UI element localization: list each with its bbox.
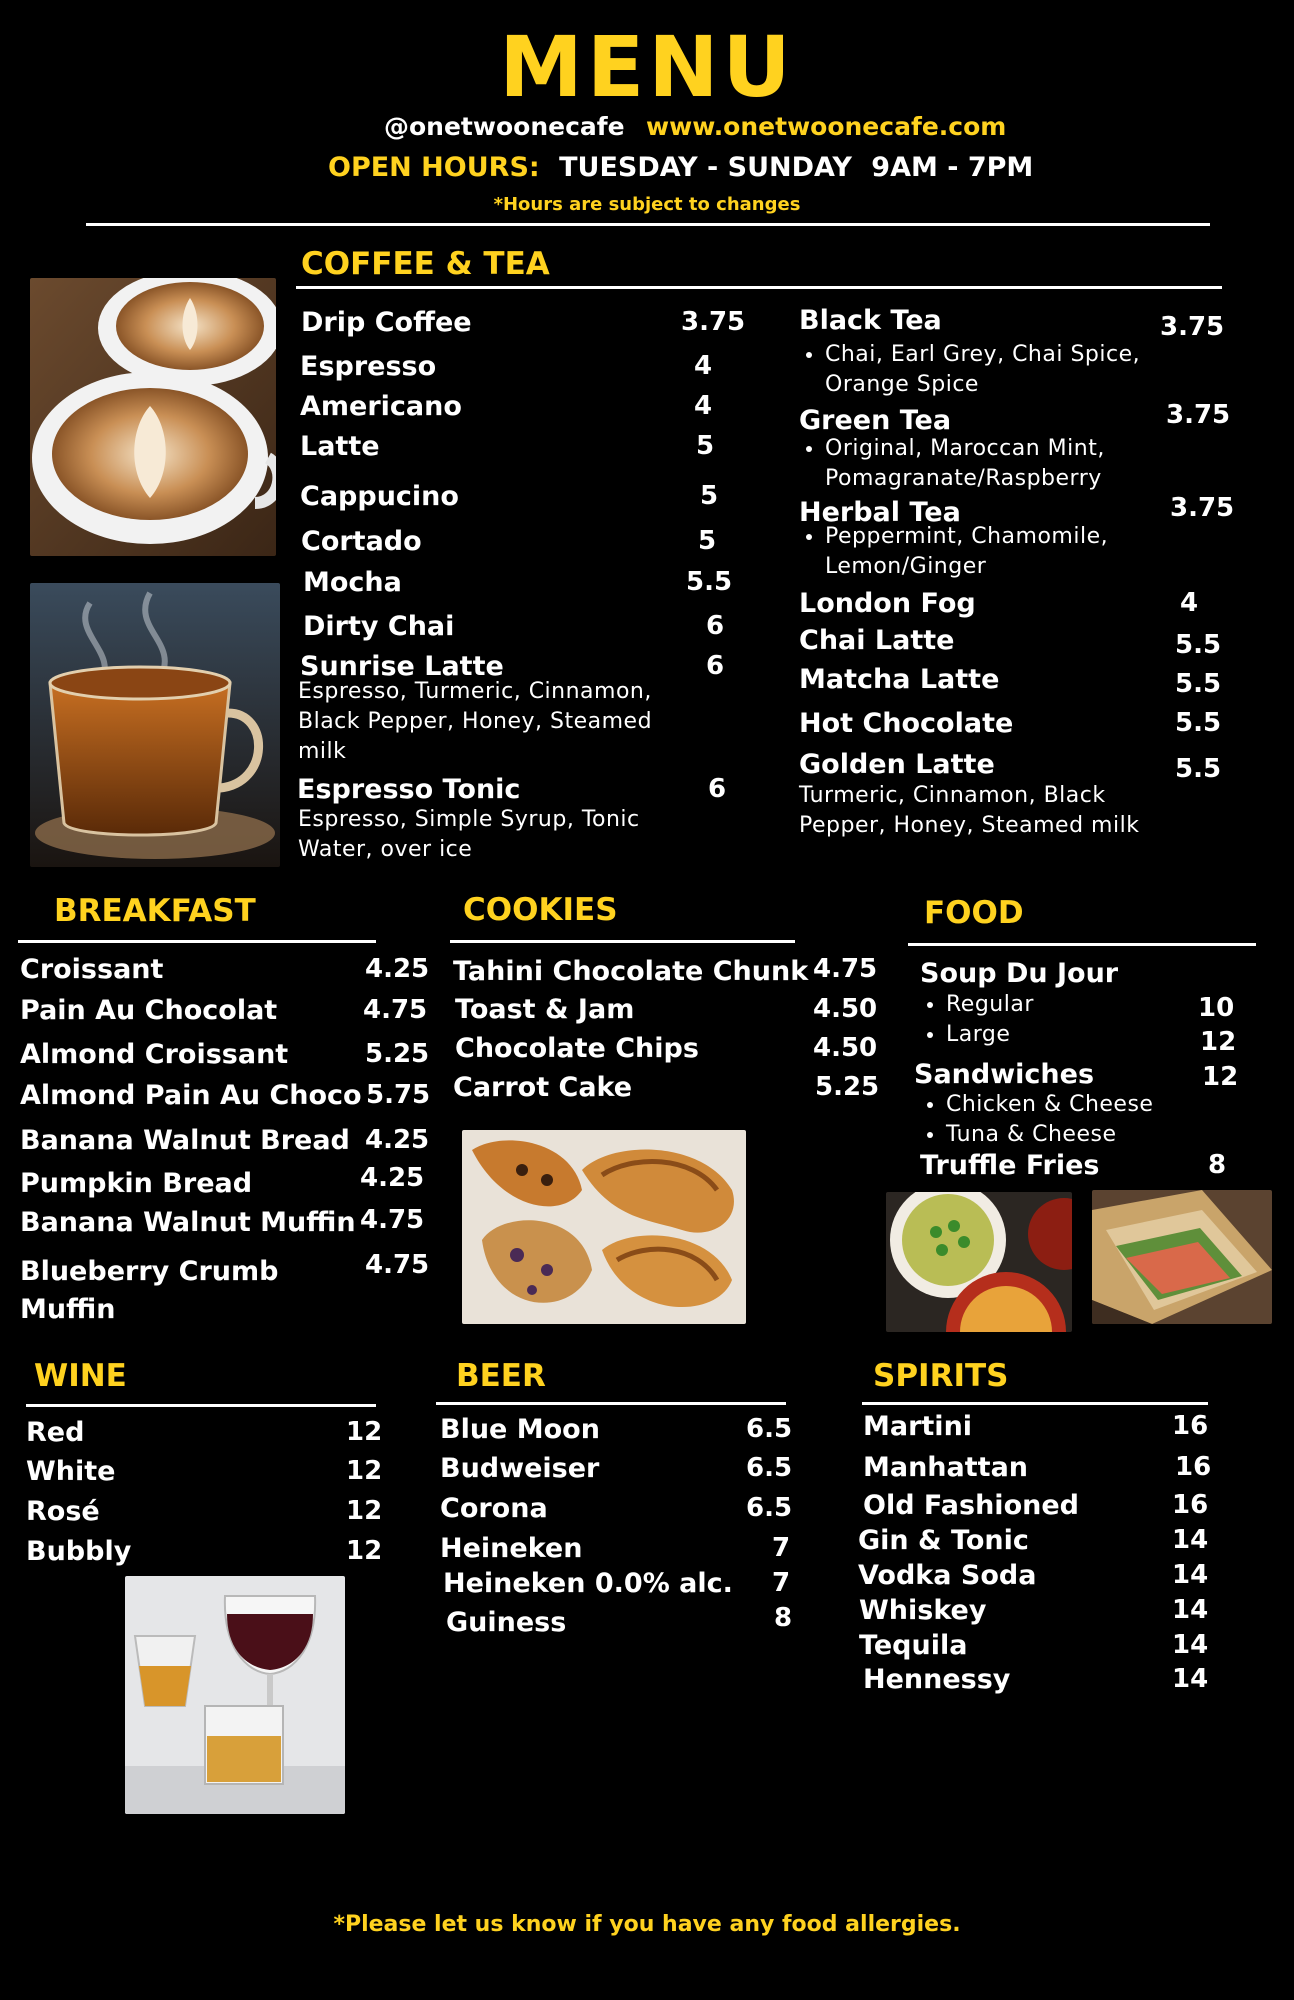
coffee_tea-item-name: Espresso <box>300 351 437 382</box>
cookies-item-price: 4.50 <box>813 994 878 1024</box>
allergy-note: *Please let us know if you have any food allergies. <box>333 1912 961 1937</box>
cookies-divider <box>450 940 795 943</box>
breakfast-item-price: 5.75 <box>366 1080 431 1110</box>
open-hours-time: 9AM - 7PM <box>871 152 1034 183</box>
coffee_tea-item-name: Americano <box>300 391 462 422</box>
sandwich-photo <box>1092 1190 1272 1324</box>
coffee_tea-item-price: 4 <box>694 391 713 421</box>
breakfast-divider <box>18 940 376 943</box>
tea-cup-photo <box>30 583 280 867</box>
breakfast-item-price: 4.25 <box>360 1163 425 1193</box>
coffee_tea-item-price: 5.5 <box>686 567 733 597</box>
coffee_tea-item-name: Dirty Chai <box>303 611 455 642</box>
coffee_tea-item-name: Herbal Tea <box>799 497 961 528</box>
section-title-food: FOOD <box>924 895 1024 931</box>
soup-size-regular: • Regular <box>946 990 1034 1020</box>
coffee_tea-item-description: Espresso, Turmeric, Cinnamon, Black Pepper, Honey, Steamed milk <box>298 679 653 764</box>
coffee_tea-item-name: London Fog <box>799 588 976 619</box>
coffee_tea-item-options <box>799 340 1205 400</box>
wine-item-name: Red <box>26 1417 85 1448</box>
spirits-item-price: 16 <box>1172 1411 1209 1441</box>
coffee_tea-item-name: Latte <box>300 431 380 462</box>
beer-item-price: 6.5 <box>746 1453 793 1483</box>
beer-item-name: Corona <box>440 1493 548 1524</box>
spirits-item-price: 14 <box>1172 1525 1209 1555</box>
wine-item-price: 12 <box>346 1496 383 1526</box>
open-hours <box>328 152 1033 183</box>
section-title-breakfast: BREAKFAST <box>54 893 256 929</box>
beer-item-name: Heineken 0.0% alc. <box>443 1568 733 1599</box>
sandwich-option: • Tuna & Cheese <box>946 1120 1153 1150</box>
breakfast-item-price: 5.25 <box>365 1039 430 1069</box>
coffee_tea-item-name: Cortado <box>301 526 422 557</box>
cookies-item-name: Carrot Cake <box>453 1072 633 1103</box>
drinks-photo <box>125 1576 345 1814</box>
section-title-wine: WINE <box>34 1358 127 1394</box>
breakfast-item-name: Banana Walnut Bread <box>20 1125 350 1156</box>
spirits-item-price: 14 <box>1172 1595 1209 1625</box>
soup-size-list <box>920 990 1034 1050</box>
cookies-item-name: Tahini Chocolate Chunk <box>453 956 809 987</box>
beer-item-name: Budweiser <box>440 1453 600 1484</box>
spirits-item-name: Gin & Tonic <box>858 1525 1029 1556</box>
beer-item-price: 7 <box>772 1533 791 1563</box>
coffee_tea-item-description: Espresso, Simple Syrup, Tonic Water, over ice <box>298 807 640 862</box>
menu-title: MENU <box>499 18 795 116</box>
breakfast-item-name: Croissant <box>20 954 164 985</box>
breakfast-item-price: 4.75 <box>360 1205 425 1235</box>
coffee_tea-item-price: 6 <box>706 651 725 681</box>
section-title-coffee-tea: COFFEE & TEA <box>301 246 550 282</box>
beer-item-name: Blue Moon <box>440 1414 600 1445</box>
social-handle: @onetwoonecafe <box>384 112 625 141</box>
beer-item-price: 7 <box>772 1568 791 1598</box>
coffee_tea-item-price: 6 <box>706 611 725 641</box>
open-hours-label: OPEN HOURS: <box>328 152 540 183</box>
breakfast-item-price: 4.75 <box>363 995 428 1025</box>
cookies-item-price: 4.50 <box>813 1033 878 1063</box>
coffee_tea-item-name: Golden Latte <box>799 749 995 780</box>
coffee_tea-item-option: • Peppermint, Chamomile, Lemon/Ginger <box>825 522 1205 582</box>
wine-divider <box>26 1404 376 1407</box>
cookies-item-price: 4.75 <box>813 954 878 984</box>
coffee_tea-item-price: 4 <box>694 351 713 381</box>
coffee_tea-item-name: Green Tea <box>799 405 952 436</box>
cookies-item-name: Chocolate Chips <box>455 1033 699 1064</box>
coffee_tea-item-options <box>799 434 1205 494</box>
coffee_tea-item-name: Matcha Latte <box>799 664 1000 695</box>
food-item-soup: Soup Du Jour <box>920 958 1119 989</box>
section-title-beer: BEER <box>456 1358 546 1394</box>
breakfast-item-price: 4.25 <box>365 1125 430 1155</box>
wine-item-name: Rosé <box>26 1496 100 1527</box>
soup-large-price: 12 <box>1200 1027 1237 1057</box>
coffee_tea-item-option: • Chai, Earl Grey, Chai Spice, Orange Spice <box>825 340 1205 400</box>
beer-item-price: 6.5 <box>746 1493 793 1523</box>
coffee_tea-item-name: Mocha <box>303 567 402 598</box>
breakfast-item-name: Almond Pain Au Choco <box>20 1080 362 1111</box>
breakfast-item-name: Banana Walnut Muffin <box>20 1207 356 1238</box>
coffee_tea-item-price: 5.5 <box>1175 754 1222 784</box>
coffee_tea-item-name: Sunrise Latte <box>300 651 504 682</box>
spirits-item-name: Martini <box>863 1411 973 1442</box>
cookies-item-price: 5.25 <box>815 1072 880 1102</box>
spirits-item-price: 14 <box>1172 1630 1209 1660</box>
coffee_tea-item-name: Espresso Tonic <box>297 774 521 805</box>
spirits-item-price: 14 <box>1172 1560 1209 1590</box>
coffee-tea-divider <box>296 286 1222 289</box>
coffee_tea-item-name: Chai Latte <box>799 625 955 656</box>
beer-item-name: Guiness <box>446 1607 567 1638</box>
breakfast-item-price: 4.75 <box>365 1250 430 1280</box>
spirits-item-name: Whiskey <box>859 1595 987 1626</box>
coffee_tea-item-price: 5 <box>700 481 719 511</box>
breakfast-item-name: Blueberry Crumb Muffin <box>20 1256 279 1325</box>
coffee_tea-item-name: Black Tea <box>799 305 942 336</box>
coffee_tea-item-price: 5.5 <box>1175 630 1222 660</box>
coffee_tea-item-price: 3.75 <box>681 307 746 337</box>
spirits-item-name: Old Fashioned <box>863 1490 1079 1521</box>
spirits-item-name: Tequila <box>859 1630 968 1661</box>
cookies-item-name: Toast & Jam <box>455 994 635 1025</box>
coffee_tea-item-name: Hot Chocolate <box>799 708 1014 739</box>
spirits-item-name: Hennessy <box>863 1664 1011 1695</box>
coffee_tea-item-price: 5 <box>696 431 715 461</box>
beer-divider <box>436 1402 786 1405</box>
soup-regular-price: 10 <box>1198 993 1235 1023</box>
latte-art-photo <box>30 278 276 556</box>
spirits-divider <box>862 1402 1208 1405</box>
website-link[interactable]: www.onetwoonecafe.com <box>646 112 1007 141</box>
coffee_tea-item-name: Cappucino <box>300 481 459 512</box>
spirits-item-price: 16 <box>1175 1452 1212 1482</box>
header-divider <box>86 223 1210 226</box>
wine-item-price: 12 <box>346 1536 383 1566</box>
coffee_tea-item-price: 3.75 <box>1166 400 1231 430</box>
breakfast-item-name: Pumpkin Bread <box>20 1168 253 1199</box>
spirits-item-name: Manhattan <box>863 1452 1029 1483</box>
coffee_tea-item-description: Turmeric, Cinnamon, Black Pepper, Honey, Steamed milk <box>799 783 1140 838</box>
food-item-sandwiches: Sandwiches <box>914 1059 1095 1090</box>
sandwich-option: • Chicken & Cheese <box>946 1090 1153 1120</box>
soup-size-large: • Large <box>946 1020 1034 1050</box>
coffee_tea-item-price: 5 <box>698 526 717 556</box>
breakfast-item-price: 4.25 <box>365 954 430 984</box>
section-title-cookies: COOKIES <box>463 892 618 928</box>
soup-photo <box>886 1192 1072 1332</box>
coffee_tea-item-price: 3.75 <box>1160 312 1225 342</box>
beer-item-name: Heineken <box>440 1533 583 1564</box>
spirits-item-price: 14 <box>1172 1664 1209 1694</box>
spirits-item-name: Vodka Soda <box>858 1560 1037 1591</box>
beer-item-price: 6.5 <box>746 1414 793 1444</box>
coffee_tea-item-option: • Original, Maroccan Mint, Pomagranate/Raspberry <box>825 434 1205 494</box>
hours-note: *Hours are subject to changes <box>493 194 801 215</box>
coffee_tea-item-options <box>799 522 1205 582</box>
food-item-fries: Truffle Fries <box>920 1150 1100 1181</box>
breakfast-item-name: Almond Croissant <box>20 1039 289 1070</box>
sandwiches-price: 12 <box>1202 1062 1239 1092</box>
wine-item-name: White <box>26 1456 116 1487</box>
beer-item-price: 8 <box>774 1603 793 1633</box>
wine-item-price: 12 <box>346 1456 383 1486</box>
section-title-spirits: SPIRITS <box>873 1358 1009 1394</box>
pastry-photo <box>462 1130 746 1324</box>
wine-item-price: 12 <box>346 1417 383 1447</box>
sandwich-options-list <box>920 1090 1153 1150</box>
coffee_tea-item-price: 4 <box>1180 588 1199 618</box>
coffee_tea-item-price: 3.75 <box>1170 493 1235 523</box>
coffee_tea-item-name: Drip Coffee <box>301 307 472 338</box>
food-divider <box>908 943 1256 946</box>
wine-item-name: Bubbly <box>26 1536 132 1567</box>
spirits-item-price: 16 <box>1172 1490 1209 1520</box>
coffee_tea-item-price: 5.5 <box>1175 669 1222 699</box>
fries-price: 8 <box>1208 1150 1227 1180</box>
coffee_tea-item-price: 5.5 <box>1175 708 1222 738</box>
breakfast-item-name: Pain Au Chocolat <box>20 995 278 1026</box>
coffee_tea-item-price: 6 <box>708 774 727 804</box>
open-hours-days: TUESDAY - SUNDAY <box>559 152 852 183</box>
